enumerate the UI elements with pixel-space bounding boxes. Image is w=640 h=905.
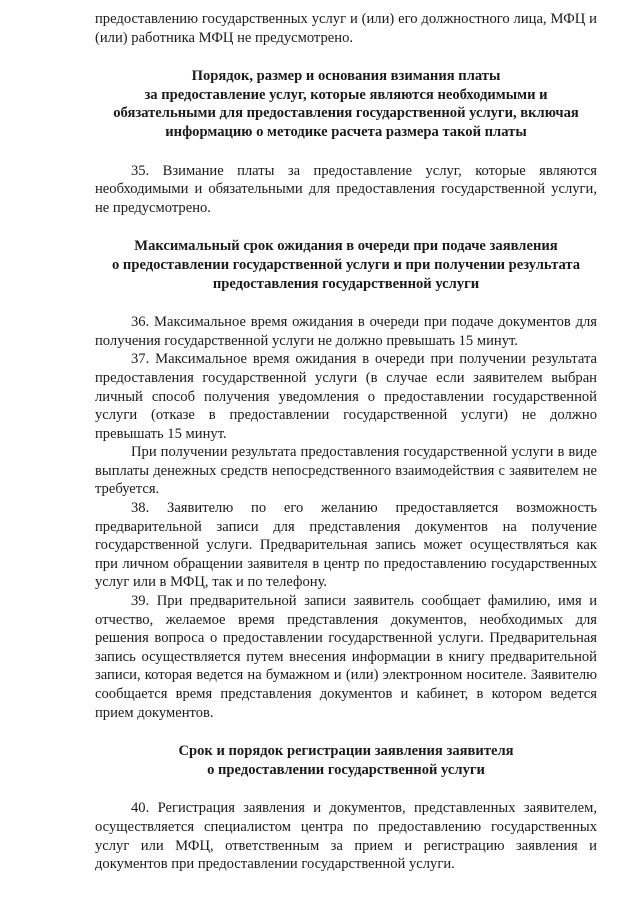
heading-line: о предоставлении государственной услуги [207, 761, 485, 778]
paragraph-36: 36. Максимальное время ожидания в очереди при подаче документов для получения государственной услуги не должно превышать 15 минут. [95, 314, 597, 349]
paragraph-35: 35. Взимание платы за предоставление услуг, которые являются необходимыми и обязательными для предоставления государственной услуги, не предусмотрено. [95, 162, 597, 216]
heading-line: информацию о методике расчета размера такой платы [165, 123, 527, 140]
heading-line: Срок и порядок регистрации заявления заявителя [178, 743, 514, 760]
paragraph-39: 39. При предварительной записи заявитель сообщает фамилию, имя и отчество, желаемое время представления документов, необходимых для решения вопроса о предоставлении государственной услуги. Предварительная запись осуществляется путем внесения информации в книгу предварительной записи, которая ведется на бумажном и (или) электронном носителе. Заявителю сообщается время представления документов и кабинет, в котором ведется прием документов. [95, 593, 597, 721]
section-heading-registration [95, 742, 597, 779]
paragraph-37-note: При получении результата предоставления государственной услуги в виде выплаты денежных средств непосредственного взаимодействия с заявителем не требуется. [95, 444, 597, 498]
heading-line: Максимальный срок ожидания в очереди при подаче заявления [134, 238, 558, 255]
heading-line: за предоставление услуг, которые являются необходимыми и [144, 86, 548, 103]
document-page [95, 10, 597, 874]
paragraph-40: 40. Регистрация заявления и документов, представленных заявителем, осуществляется специалистом центра по предоставлению государственных услуг или МФЦ, ответственным за прием и регистрацию заявления и документов при предоставлении государственной услуги. [95, 800, 597, 873]
heading-line: предоставления государственной услуги [212, 275, 480, 292]
section-heading-queue [95, 237, 597, 293]
paragraph-38: 38. Заявителю по его желанию предоставляется возможность предварительной записи для представления документов на получение государственной услуги. Предварительная запись может осуществляться как при личном обращении заявителя в центр по предоставлению государственных услуг или в МФЦ, так и по телефону. [95, 500, 597, 591]
paragraph-37: 37. Максимальное время ожидания в очереди при получении результата предоставления государственной услуги (в случае если заявителем выбран личный способ получения уведомления о предоставлении государственной услуги (отказе в предоставлении государственной услуги) не должно превышать 15 минут. [95, 351, 597, 442]
heading-line: о предоставлении государственной услуги и при получении результата [111, 256, 581, 273]
heading-line: обязательными для предоставления государственной услуги, включая [113, 105, 579, 122]
intro-paragraph: предоставлению государственных услуг и (или) его должностного лица, МФЦ и (или) работника МФЦ не предусмотрено. [95, 11, 597, 46]
heading-line: Порядок, размер и основания взимания платы [191, 68, 501, 85]
section-heading-fees [95, 67, 597, 141]
